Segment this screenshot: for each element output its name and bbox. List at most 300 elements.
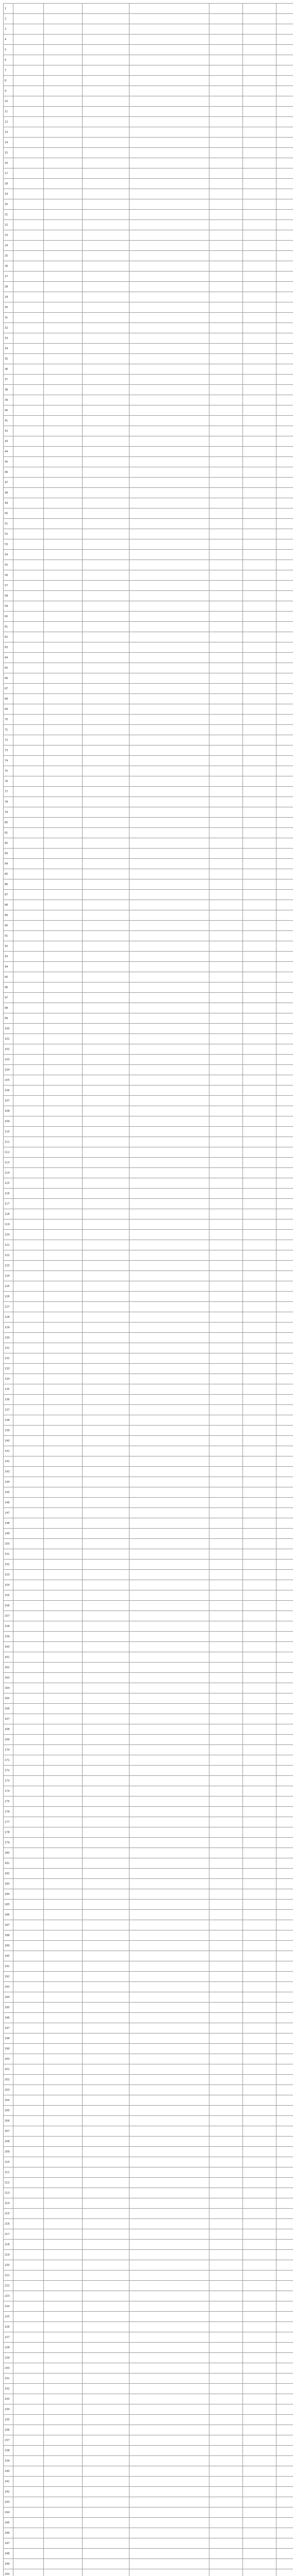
table-cell — [276, 86, 293, 96]
row-number: 163 — [4, 1673, 13, 1683]
table-cell — [129, 715, 209, 725]
table-cell — [13, 1920, 44, 1930]
table-cell — [129, 745, 209, 756]
table-cell — [243, 2477, 276, 2487]
table-cell — [44, 2095, 83, 2106]
row-number: 55 — [4, 560, 13, 570]
table-cell — [209, 241, 243, 251]
table-cell — [13, 158, 44, 168]
table-cell — [83, 2178, 129, 2188]
table-cell — [209, 478, 243, 488]
table-cell — [129, 838, 209, 849]
table-cell — [209, 364, 243, 375]
table-cell — [129, 158, 209, 168]
table-cell — [129, 797, 209, 807]
table-cell — [243, 2260, 276, 2270]
table-cell — [44, 302, 83, 313]
table-cell — [243, 570, 276, 581]
table-cell — [276, 972, 293, 982]
table-cell — [44, 2167, 83, 2178]
table-cell — [13, 715, 44, 725]
table-cell — [243, 2095, 276, 2106]
table-cell — [243, 138, 276, 148]
row-number: 26 — [4, 261, 13, 272]
table-cell — [83, 107, 129, 117]
table-cell — [276, 2569, 293, 2576]
table-cell — [44, 323, 83, 333]
table-cell — [276, 1096, 293, 1106]
table-cell — [129, 1580, 209, 1590]
table-cell — [83, 1127, 129, 1137]
table-cell — [83, 1312, 129, 1323]
table-cell — [276, 2487, 293, 2497]
table-cell — [243, 76, 276, 86]
table-cell — [276, 642, 293, 653]
table-cell — [13, 1446, 44, 1456]
table-cell — [13, 828, 44, 838]
table-cell — [276, 632, 293, 642]
table-cell — [243, 251, 276, 261]
row-number: 148 — [4, 1518, 13, 1529]
table-cell — [83, 612, 129, 622]
table-cell — [83, 807, 129, 818]
table-cell — [13, 96, 44, 107]
table-cell — [83, 35, 129, 45]
table-row — [4, 35, 293, 45]
table-cell — [276, 1570, 293, 1580]
table-cell — [209, 581, 243, 591]
table-cell — [44, 2549, 83, 2559]
table-cell — [13, 601, 44, 612]
table-cell — [209, 1013, 243, 1024]
table-row — [4, 1961, 293, 1972]
table-cell — [129, 663, 209, 673]
row-number: 213 — [4, 2188, 13, 2198]
table-row — [4, 1869, 293, 1879]
table-cell — [209, 1065, 243, 1075]
table-cell — [276, 1797, 293, 1807]
table-cell — [13, 2075, 44, 2085]
table-cell — [276, 1869, 293, 1879]
table-cell — [209, 1920, 243, 1930]
table-cell — [44, 1281, 83, 1292]
table-row — [4, 1580, 293, 1590]
table-cell — [243, 1384, 276, 1395]
table-cell — [129, 684, 209, 694]
row-number: 195 — [4, 2003, 13, 2013]
table-row — [4, 2538, 293, 2549]
table-row — [4, 849, 293, 859]
table-row — [4, 488, 293, 498]
table-cell — [209, 168, 243, 179]
data-table — [3, 3, 293, 2576]
table-cell — [129, 2343, 209, 2353]
table-cell — [243, 529, 276, 539]
table-cell — [209, 179, 243, 189]
table-cell — [209, 35, 243, 45]
table-row — [4, 2415, 293, 2425]
table-cell — [83, 2229, 129, 2240]
table-cell — [276, 1982, 293, 1992]
table-cell — [129, 642, 209, 653]
table-cell — [209, 2363, 243, 2374]
table-cell — [83, 673, 129, 684]
table-row — [4, 272, 293, 282]
table-cell — [243, 2167, 276, 2178]
table-cell — [276, 818, 293, 828]
table-cell — [243, 1271, 276, 1281]
table-cell — [83, 14, 129, 24]
table-cell — [243, 498, 276, 509]
row-number: 80 — [4, 818, 13, 828]
table-cell — [129, 581, 209, 591]
table-row — [4, 879, 293, 890]
table-cell — [44, 653, 83, 663]
table-cell — [44, 24, 83, 35]
table-cell — [276, 2240, 293, 2250]
table-cell — [276, 560, 293, 570]
table-cell — [13, 2569, 44, 2576]
table-cell — [129, 2425, 209, 2435]
table-cell — [129, 2106, 209, 2116]
row-number: 60 — [4, 612, 13, 622]
table-cell — [13, 941, 44, 952]
table-cell — [129, 272, 209, 282]
table-row — [4, 1209, 293, 1219]
table-row — [4, 292, 293, 302]
row-number: 225 — [4, 2312, 13, 2322]
table-cell — [209, 2435, 243, 2446]
table-cell — [276, 1343, 293, 1353]
table-cell — [44, 488, 83, 498]
table-cell — [83, 457, 129, 467]
table-cell — [129, 2477, 209, 2487]
row-number: 71 — [4, 725, 13, 735]
table-cell — [209, 890, 243, 900]
table-cell — [83, 2260, 129, 2270]
table-cell — [276, 230, 293, 241]
table-row — [4, 550, 293, 560]
table-row — [4, 776, 293, 787]
table-row — [4, 1261, 293, 1271]
table-cell — [44, 2033, 83, 2044]
row-number: 174 — [4, 1786, 13, 1797]
table-cell — [243, 1724, 276, 1735]
table-cell — [209, 1539, 243, 1549]
table-cell — [129, 24, 209, 35]
table-cell — [276, 2538, 293, 2549]
table-cell — [276, 1467, 293, 1477]
table-cell — [13, 1281, 44, 1292]
table-cell — [129, 787, 209, 797]
table-cell — [44, 581, 83, 591]
table-cell — [13, 2291, 44, 2301]
table-cell — [243, 1353, 276, 1364]
table-cell — [129, 1807, 209, 1817]
table-cell — [83, 2209, 129, 2219]
table-cell — [129, 1333, 209, 1343]
table-cell — [13, 107, 44, 117]
table-cell — [13, 1797, 44, 1807]
row-number: 133 — [4, 1364, 13, 1374]
table-cell — [276, 962, 293, 972]
table-cell — [276, 1663, 293, 1673]
table-cell — [243, 1106, 276, 1116]
table-cell — [209, 488, 243, 498]
table-cell — [13, 1405, 44, 1415]
table-cell — [13, 1570, 44, 1580]
table-row — [4, 2270, 293, 2281]
table-cell — [209, 86, 243, 96]
table-cell — [13, 2085, 44, 2095]
row-number: 30 — [4, 302, 13, 313]
table-row — [4, 2291, 293, 2301]
table-cell — [209, 1003, 243, 1013]
table-cell — [44, 96, 83, 107]
table-cell — [44, 2126, 83, 2137]
table-cell — [129, 560, 209, 570]
table-cell — [44, 2116, 83, 2126]
table-cell — [44, 1961, 83, 1972]
row-number: 110 — [4, 1127, 13, 1137]
table-cell — [276, 478, 293, 488]
table-cell — [209, 1786, 243, 1797]
table-cell — [13, 529, 44, 539]
table-row — [4, 2178, 293, 2188]
table-cell — [83, 447, 129, 457]
row-number: 58 — [4, 591, 13, 601]
table-cell — [83, 2404, 129, 2415]
table-cell — [83, 1786, 129, 1797]
table-cell — [276, 1539, 293, 1549]
table-cell — [83, 2240, 129, 2250]
table-cell — [209, 272, 243, 282]
row-number: 180 — [4, 1848, 13, 1858]
table-cell — [276, 2167, 293, 2178]
table-cell — [209, 2229, 243, 2240]
table-cell — [44, 807, 83, 818]
table-cell — [129, 2394, 209, 2404]
table-cell — [44, 55, 83, 65]
row-number: 116 — [4, 1189, 13, 1199]
table-cell — [44, 787, 83, 797]
table-row — [4, 509, 293, 519]
table-cell — [209, 2487, 243, 2497]
table-cell — [13, 2023, 44, 2033]
table-cell — [209, 385, 243, 395]
row-number: 87 — [4, 890, 13, 900]
table-cell — [83, 76, 129, 86]
table-cell — [209, 199, 243, 210]
table-row — [4, 436, 293, 447]
table-cell — [129, 2157, 209, 2167]
table-cell — [243, 2044, 276, 2054]
table-cell — [44, 1745, 83, 1755]
table-cell — [44, 756, 83, 766]
table-cell — [83, 1621, 129, 1632]
table-cell — [276, 2394, 293, 2404]
table-cell — [83, 45, 129, 55]
table-cell — [129, 354, 209, 364]
table-cell — [243, 2003, 276, 2013]
table-cell — [83, 838, 129, 849]
table-row — [4, 1271, 293, 1281]
table-cell — [243, 673, 276, 684]
table-cell — [243, 581, 276, 591]
table-cell — [13, 673, 44, 684]
table-cell — [129, 1673, 209, 1683]
table-cell — [83, 1663, 129, 1673]
table-cell — [209, 313, 243, 323]
row-number: 188 — [4, 1930, 13, 1941]
table-cell — [243, 2363, 276, 2374]
table-cell — [243, 55, 276, 65]
table-cell — [83, 704, 129, 715]
table-row — [4, 653, 293, 663]
table-cell — [129, 395, 209, 405]
table-cell — [44, 2147, 83, 2157]
row-number: 156 — [4, 1601, 13, 1611]
table-cell — [83, 1178, 129, 1189]
table-cell — [276, 117, 293, 127]
table-cell — [13, 426, 44, 436]
table-cell — [276, 395, 293, 405]
table-cell — [13, 2209, 44, 2219]
table-cell — [243, 2013, 276, 2023]
table-cell — [243, 2023, 276, 2033]
table-cell — [243, 488, 276, 498]
table-cell — [209, 2157, 243, 2167]
table-cell — [13, 1776, 44, 1786]
table-cell — [276, 776, 293, 787]
table-row — [4, 1230, 293, 1240]
table-cell — [83, 313, 129, 323]
table-cell — [209, 622, 243, 632]
table-cell — [13, 1353, 44, 1364]
table-cell — [243, 1807, 276, 1817]
table-row — [4, 2229, 293, 2240]
table-cell — [83, 1508, 129, 1518]
table-row — [4, 1343, 293, 1353]
table-cell — [209, 1848, 243, 1858]
table-cell — [44, 2003, 83, 2013]
table-cell — [209, 333, 243, 344]
table-cell — [243, 1116, 276, 1127]
table-row — [4, 1044, 293, 1055]
row-number: 245 — [4, 2518, 13, 2528]
table-cell — [129, 2487, 209, 2497]
table-cell — [129, 1621, 209, 1632]
row-number: 181 — [4, 1858, 13, 1869]
table-cell — [129, 1487, 209, 1498]
table-cell — [13, 405, 44, 416]
table-row — [4, 560, 293, 570]
table-cell — [243, 1178, 276, 1189]
table-cell — [243, 1312, 276, 1323]
table-cell — [83, 2064, 129, 2075]
table-cell — [129, 2291, 209, 2301]
table-cell — [13, 2054, 44, 2064]
table-cell — [129, 76, 209, 86]
table-cell — [13, 168, 44, 179]
table-cell — [83, 272, 129, 282]
table-cell — [83, 261, 129, 272]
row-number: 145 — [4, 1487, 13, 1498]
table-cell — [44, 2477, 83, 2487]
table-cell — [276, 1168, 293, 1178]
table-cell — [276, 2198, 293, 2209]
table-cell — [13, 797, 44, 807]
table-cell — [83, 859, 129, 869]
table-cell — [13, 498, 44, 509]
row-number: 65 — [4, 663, 13, 673]
table-cell — [13, 2374, 44, 2384]
table-row — [4, 138, 293, 148]
row-number: 218 — [4, 2240, 13, 2250]
table-cell — [209, 302, 243, 313]
table-cell — [83, 2291, 129, 2301]
table-cell — [129, 952, 209, 962]
table-cell — [83, 2312, 129, 2322]
table-cell — [276, 2064, 293, 2075]
table-cell — [209, 1992, 243, 2003]
table-cell — [13, 766, 44, 776]
table-cell — [276, 1426, 293, 1436]
table-cell — [243, 1055, 276, 1065]
table-cell — [276, 2023, 293, 2033]
table-cell — [276, 302, 293, 313]
table-row — [4, 1395, 293, 1405]
table-cell — [83, 1529, 129, 1539]
table-cell — [83, 642, 129, 653]
table-cell — [209, 65, 243, 76]
table-cell — [243, 1302, 276, 1312]
table-cell — [13, 2497, 44, 2507]
table-cell — [276, 529, 293, 539]
table-cell — [243, 1518, 276, 1529]
table-cell — [243, 1508, 276, 1518]
table-cell — [13, 1086, 44, 1096]
table-row — [4, 1467, 293, 1477]
table-cell — [129, 1353, 209, 1364]
table-cell — [129, 2549, 209, 2559]
table-cell — [13, 1250, 44, 1261]
table-cell — [13, 24, 44, 35]
table-cell — [129, 1941, 209, 1951]
row-number: 231 — [4, 2374, 13, 2384]
table-cell — [83, 2157, 129, 2167]
table-row — [4, 2054, 293, 2064]
row-number: 135 — [4, 1384, 13, 1395]
table-cell — [129, 622, 209, 632]
table-row — [4, 2033, 293, 2044]
row-number: 37 — [4, 375, 13, 385]
row-number: 103 — [4, 1055, 13, 1065]
table-cell — [13, 1601, 44, 1611]
table-row — [4, 2003, 293, 2013]
table-cell — [209, 1817, 243, 1827]
table-cell — [13, 2507, 44, 2518]
table-cell — [209, 818, 243, 828]
table-cell — [44, 436, 83, 447]
row-number: 33 — [4, 333, 13, 344]
table-cell — [129, 1034, 209, 1044]
table-cell — [243, 797, 276, 807]
table-cell — [243, 2085, 276, 2095]
table-cell — [13, 2487, 44, 2497]
table-cell — [129, 2466, 209, 2477]
table-row — [4, 498, 293, 509]
